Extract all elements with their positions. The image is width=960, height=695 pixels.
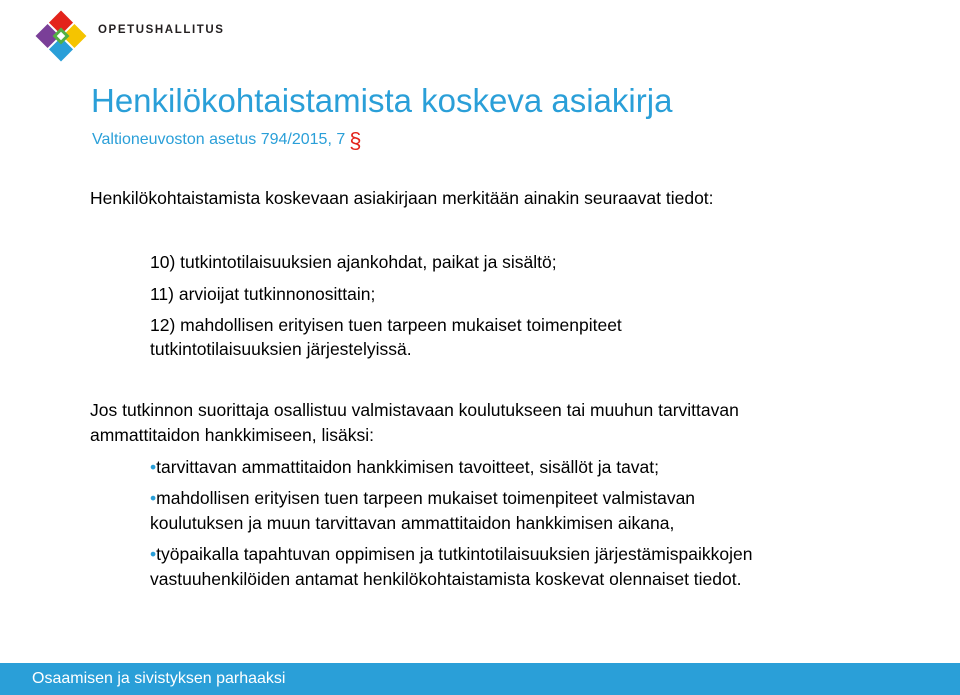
paragraph-sign: § [349,128,362,153]
bullet-text: tarvittavan ammattitaidon hankkimisen tavoitteet, sisällöt ja tavat; [156,457,660,477]
list-item: 11) arvioijat tutkinnonosittain; [150,284,376,304]
condition-text: Jos tutkinnon suorittaja osallistuu valmistavaan koulutukseen tai muuhun tarvittavan [90,400,739,420]
footer-text: Osaamisen ja sivistyksen parhaaksi [32,670,286,687]
bullet-text-continuation: vastuuhenkilöiden antamat henkilökohtaistamista koskevat olennaiset tiedot. [150,569,742,589]
bullet-icon: • [150,544,157,564]
brand-name: OPETUSHALLITUS [98,24,225,36]
footer-bar [0,663,960,695]
bullet-text: mahdollisen erityisen tuen tarpeen mukaiset toimenpiteet valmistavan [156,488,696,508]
bullet-icon: • [150,488,157,508]
list-item: 12) mahdollisen erityisen tuen tarpeen mukaiset toimenpiteet [150,315,622,335]
bullet-item [150,542,752,567]
bullet-icon: • [150,457,157,477]
bullet-item [150,486,695,511]
opetushallitus-logo-icon [31,6,91,66]
intro-text: Henkilökohtaistamista koskevaan asiakirjaan merkitään ainakin seuraavat tiedot: [90,188,714,208]
condition-text-continuation: ammattitaidon hankkimiseen, lisäksi: [90,425,375,445]
slide-subtitle [92,128,361,154]
slide-title: Henkilökohtaistamista koskeva asiakirja [91,82,673,119]
list-item: 10) tutkintotilaisuuksien ajankohdat, paikat ja sisältö; [150,252,557,272]
bullet-item [150,455,659,480]
bullet-text-continuation: koulutuksen ja muun tarvittavan ammattitaidon hankkimisen aikana, [150,513,675,533]
bullet-text: työpaikalla tapahtuvan oppimisen ja tutkintotilaisuuksien järjestämispaikkojen [156,544,753,564]
list-item-continuation: tutkintotilaisuuksien järjestelyissä. [150,339,412,359]
subtitle-text: Valtioneuvoston asetus 794/2015, 7 [92,131,346,148]
